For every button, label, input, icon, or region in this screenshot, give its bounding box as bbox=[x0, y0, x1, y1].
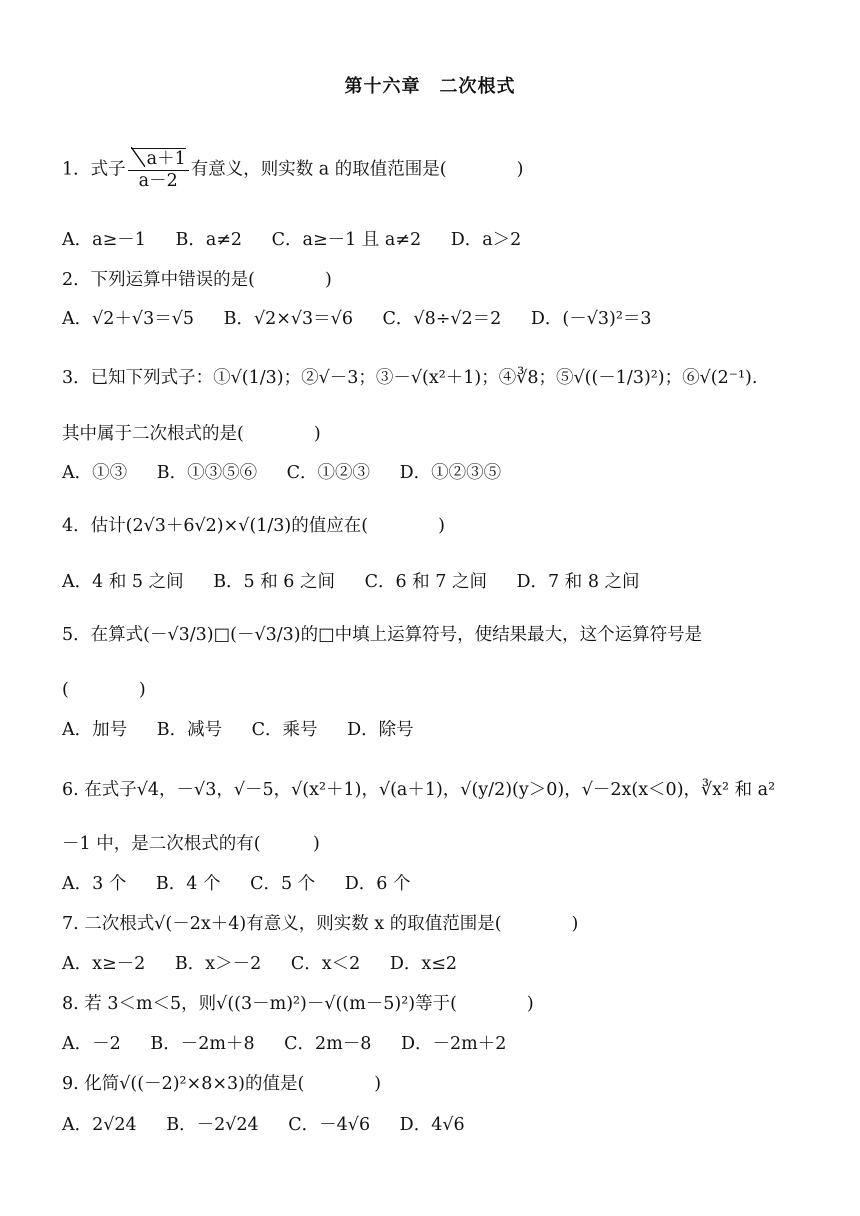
q6-option-b: B．4 个 bbox=[155, 874, 221, 894]
q6-option-a: A．3 个 bbox=[62, 874, 127, 894]
q2-option-c: C．√8÷√2＝2 bbox=[382, 309, 502, 329]
q5-options bbox=[62, 716, 438, 741]
question-5: 5．在算式(－√3/3)□(－√3/3)的□中填上运算符号，使结果最大，这个运算符号是 bbox=[62, 625, 703, 645]
q4-option-c: C．6 和 7 之间 bbox=[364, 572, 487, 592]
q5-option-a: A．加号 bbox=[62, 720, 128, 740]
question-8: 8. 若 3＜m＜5，则√((3－m)²)－√((m－5)²)等于( ) bbox=[62, 994, 534, 1014]
q5-option-c: C．乘号 bbox=[251, 720, 318, 740]
q1-option-a: A．a≥－1 bbox=[62, 230, 146, 250]
q3-option-c: C．①②③ bbox=[286, 463, 371, 483]
q3-options bbox=[62, 459, 525, 484]
q8-options bbox=[62, 1030, 530, 1055]
q8-option-b: B．－2m＋8 bbox=[150, 1034, 255, 1054]
q4-option-d: D．7 和 8 之间 bbox=[516, 572, 640, 592]
q6-option-c: C．5 个 bbox=[250, 874, 316, 894]
q7-option-c: C．x＜2 bbox=[290, 954, 361, 974]
q9-option-a: A．2√24 bbox=[62, 1115, 137, 1135]
q7-options bbox=[62, 950, 481, 975]
q7-option-d: D．x≤2 bbox=[389, 954, 458, 974]
q7-option-a: A．x≥－2 bbox=[62, 954, 146, 974]
q8-option-a: A．－2 bbox=[62, 1034, 121, 1054]
q3-option-d: D．①②③⑤ bbox=[399, 463, 502, 483]
q3-option-a: A．①③ bbox=[62, 463, 128, 483]
q1-prefix: 1．式子 bbox=[62, 159, 126, 180]
q1-denominator: a－2 bbox=[138, 171, 178, 191]
question-6: 6. 在式子√4，－√3，√－5，√(x²＋1)，√(a＋1)，√(y/2)(y＞0)，√－2x(x＜0)，∛x² 和 a² bbox=[62, 780, 776, 800]
q7-option-b: B．x＞－2 bbox=[174, 954, 262, 974]
q9-option-d: D．4√6 bbox=[399, 1115, 465, 1135]
q5-option-d: D．除号 bbox=[347, 720, 414, 740]
q4-option-b: B．5 和 6 之间 bbox=[213, 572, 336, 592]
page-title: 第十六章 二次根式 bbox=[344, 76, 516, 97]
q8-option-d: D．－2m＋2 bbox=[401, 1034, 507, 1054]
q9-option-b: B．－2√24 bbox=[166, 1115, 259, 1135]
q4-option-a: A．4 和 5 之间 bbox=[62, 572, 184, 592]
question-9: 9. 化简√((－2)²×8×3)的值是( ) bbox=[62, 1074, 382, 1094]
question-3-continued: 其中属于二次根式的是( ) bbox=[62, 424, 321, 444]
q9-option-c: C．－4√6 bbox=[288, 1115, 371, 1135]
q1-option-d: D．a＞2 bbox=[450, 230, 522, 250]
question-7: 7. 二次根式√(－2x＋4)有意义，则实数 x 的取值范围是( ) bbox=[62, 914, 579, 934]
q6-options bbox=[62, 870, 434, 895]
q1-option-b: B．a≠2 bbox=[175, 230, 243, 250]
q1-fraction bbox=[128, 148, 189, 192]
question-5-continued: ( ) bbox=[62, 680, 146, 700]
question-4: 4．估计(2√3＋6√2)×√(1/3)的值应在( ) bbox=[62, 516, 445, 536]
q3-option-b: B．①③⑤⑥ bbox=[156, 463, 258, 483]
q9-options bbox=[62, 1111, 489, 1136]
q1-options bbox=[62, 226, 545, 251]
q2-option-a: A．√2＋√3＝√5 bbox=[62, 309, 194, 329]
q1-tail: 有意义，则实数 a 的取值范围是( ) bbox=[190, 159, 524, 180]
q5-option-b: B．减号 bbox=[156, 720, 223, 740]
question-6-continued: －1 中，是二次根式的有( ) bbox=[62, 834, 320, 854]
q2-options bbox=[62, 305, 676, 330]
q6-option-d: D．6 个 bbox=[344, 874, 411, 894]
question-2: 2．下列运算中错误的是( ) bbox=[62, 270, 332, 290]
question-3: 3．已知下列式子：①√(1/3)；②√－3；③－√(x²＋1)；④∛8；⑤√((－1/3)²)；⑥√(2⁻¹). bbox=[62, 368, 758, 388]
q2-option-d: D．(－√3)²＝3 bbox=[530, 309, 652, 329]
q4-options bbox=[62, 568, 664, 593]
q1-radicand: a＋1 bbox=[131, 148, 186, 169]
q1-option-c: C．a≥－1 且 a≠2 bbox=[271, 230, 422, 250]
question-1 bbox=[62, 148, 523, 192]
q2-option-b: B．√2×√3＝√6 bbox=[223, 309, 353, 329]
q8-option-c: C．2m－8 bbox=[284, 1034, 372, 1054]
